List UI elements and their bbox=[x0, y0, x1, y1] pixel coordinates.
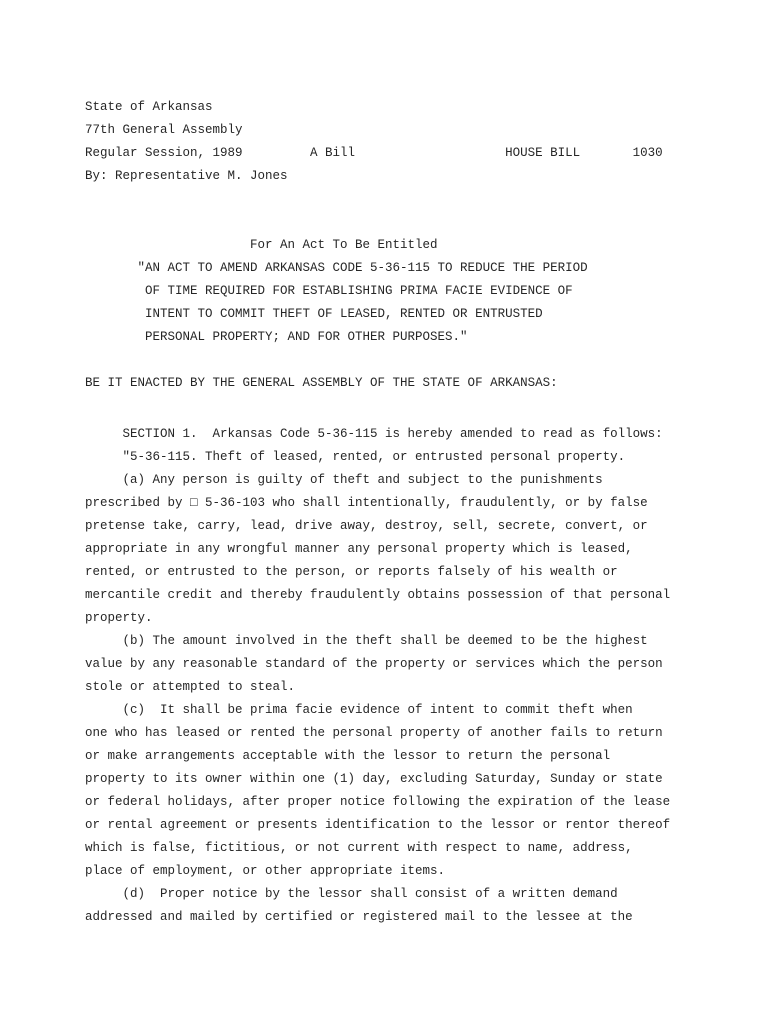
bill-body-line: property to its owner within one (1) day, excluding Saturday, Sunday or state bbox=[85, 772, 663, 786]
bill-body-line: or federal holidays, after proper notice following the expiration of the lease bbox=[85, 795, 671, 809]
bill-body-line: "5-36-115. Theft of leased, rented, or entrusted personal property. bbox=[85, 450, 626, 464]
bill-body-line: which is false, fictitious, or not current with respect to name, address, bbox=[85, 841, 633, 855]
bill-body-line: place of employment, or other appropriate items. bbox=[85, 864, 446, 878]
act-title-line: OF TIME REQUIRED FOR ESTABLISHING PRIMA FACIE EVIDENCE OF bbox=[85, 284, 573, 298]
bill-body-line: stole or attempted to steal. bbox=[85, 680, 296, 694]
bill-body-line: (b) The amount involved in the theft shall be deemed to be the highest bbox=[85, 634, 648, 648]
bill-body-line: one who has leased or rented the personal property of another fails to return bbox=[85, 726, 663, 740]
bill-body bbox=[85, 423, 770, 929]
bill-body-line: (c) It shall be prima facie evidence of intent to commit theft when bbox=[85, 703, 633, 717]
bill-header-line: 77th General Assembly bbox=[85, 123, 243, 137]
bill-body-line: or rental agreement or presents identification to the lessor or rentor thereof bbox=[85, 818, 671, 832]
bill-body-line: (a) Any person is guilty of theft and subject to the punishments bbox=[85, 473, 603, 487]
bill-body-line: property. bbox=[85, 611, 153, 625]
bill-header-line: State of Arkansas bbox=[85, 100, 213, 114]
act-title-line: "AN ACT TO AMEND ARKANSAS CODE 5-36-115 TO REDUCE THE PERIOD bbox=[85, 261, 588, 275]
bill-body-line: or make arrangements acceptable with the lessor to return the personal bbox=[85, 749, 611, 763]
act-title-block bbox=[85, 234, 770, 349]
act-title-line: INTENT TO COMMIT THEFT OF LEASED, RENTED OR ENTRUSTED bbox=[85, 307, 543, 321]
bill-body-line: SECTION 1. Arkansas Code 5-36-115 is hereby amended to read as follows: bbox=[85, 427, 663, 441]
bill-body-line: appropriate in any wrongful manner any personal property which is leased, bbox=[85, 542, 633, 556]
act-title-line: PERSONAL PROPERTY; AND FOR OTHER PURPOSES." bbox=[85, 330, 468, 344]
bill-header bbox=[85, 96, 770, 188]
act-title-line: For An Act To Be Entitled bbox=[85, 238, 438, 252]
bill-header-line: By: Representative M. Jones bbox=[85, 169, 288, 183]
bill-body-line: rented, or entrusted to the person, or reports falsely of his wealth or bbox=[85, 565, 618, 579]
bill-body-line: mercantile credit and thereby fraudulently obtains possession of that personal bbox=[85, 588, 671, 602]
enacting-clause: BE IT ENACTED BY THE GENERAL ASSEMBLY OF THE STATE OF ARKANSAS: bbox=[85, 376, 558, 390]
bill-body-line: pretense take, carry, lead, drive away, destroy, sell, secrete, convert, or bbox=[85, 519, 648, 533]
bill-header-line: Regular Session, 1989 A Bill HOUSE BILL 1030 bbox=[85, 146, 663, 160]
bill-body-line: value by any reasonable standard of the property or services which the person bbox=[85, 657, 663, 671]
bill-body-line: prescribed by □ 5-36-103 who shall intentionally, fraudulently, or by false bbox=[85, 496, 648, 510]
bill-body-line: (d) Proper notice by the lessor shall consist of a written demand bbox=[85, 887, 618, 901]
bill-body-line: addressed and mailed by certified or registered mail to the lessee at the bbox=[85, 910, 633, 924]
